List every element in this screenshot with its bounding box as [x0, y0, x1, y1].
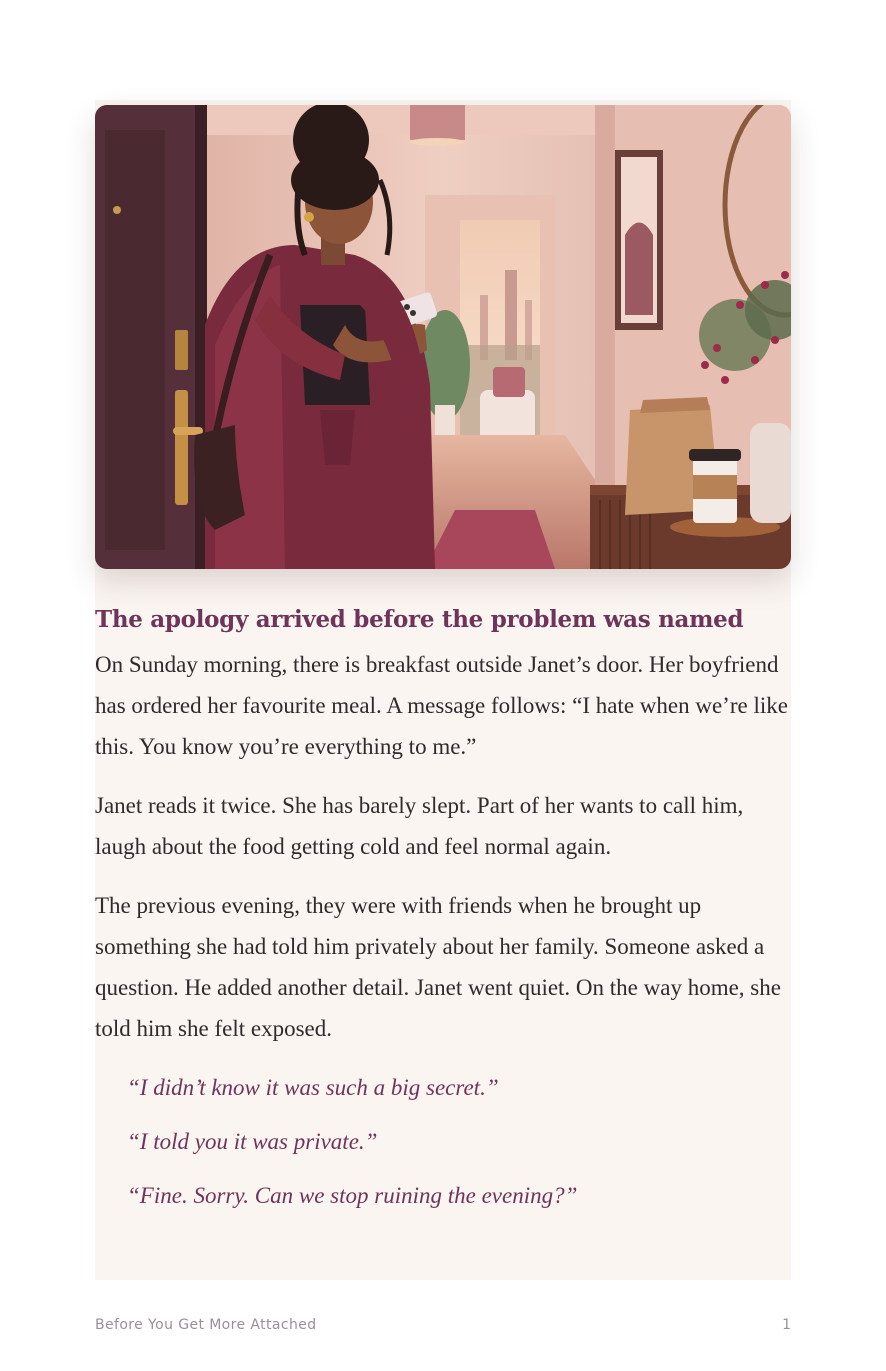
footer-page-number: 1: [782, 1317, 791, 1333]
footer-book-title: Before You Get More Attached: [95, 1317, 317, 1333]
quote-2: “I told you it was private.”: [127, 1129, 378, 1154]
dialogue-quotes: [95, 1071, 795, 1213]
article-content: [95, 600, 795, 1233]
paragraph-1: On Sunday morning, there is breakfast outside Janet’s door. Her boyfriend has ordered her favourite meal. A message follows: “I hate when we’re like this. You know you’re everything to me.”: [95, 652, 788, 759]
paragraph-3: The previous evening, they were with friends when he brought up something she had told him privately about her family. Someone asked a question. He added another detail. Janet went quiet. On the way home, she told him she felt exposed.: [95, 893, 781, 1041]
article-heading: The apology arrived before the problem was named: [95, 606, 744, 633]
quote-3: “Fine. Sorry. Can we stop ruining the evening?”: [127, 1183, 578, 1208]
illustration-graphic: [95, 105, 791, 569]
paragraph-2: Janet reads it twice. She has barely slept. Part of her wants to call him, laugh about the food getting cold and feel normal again.: [95, 793, 744, 859]
quote-1: “I didn’t know it was such a big secret.”: [127, 1075, 499, 1100]
hero-illustration: [95, 105, 791, 569]
